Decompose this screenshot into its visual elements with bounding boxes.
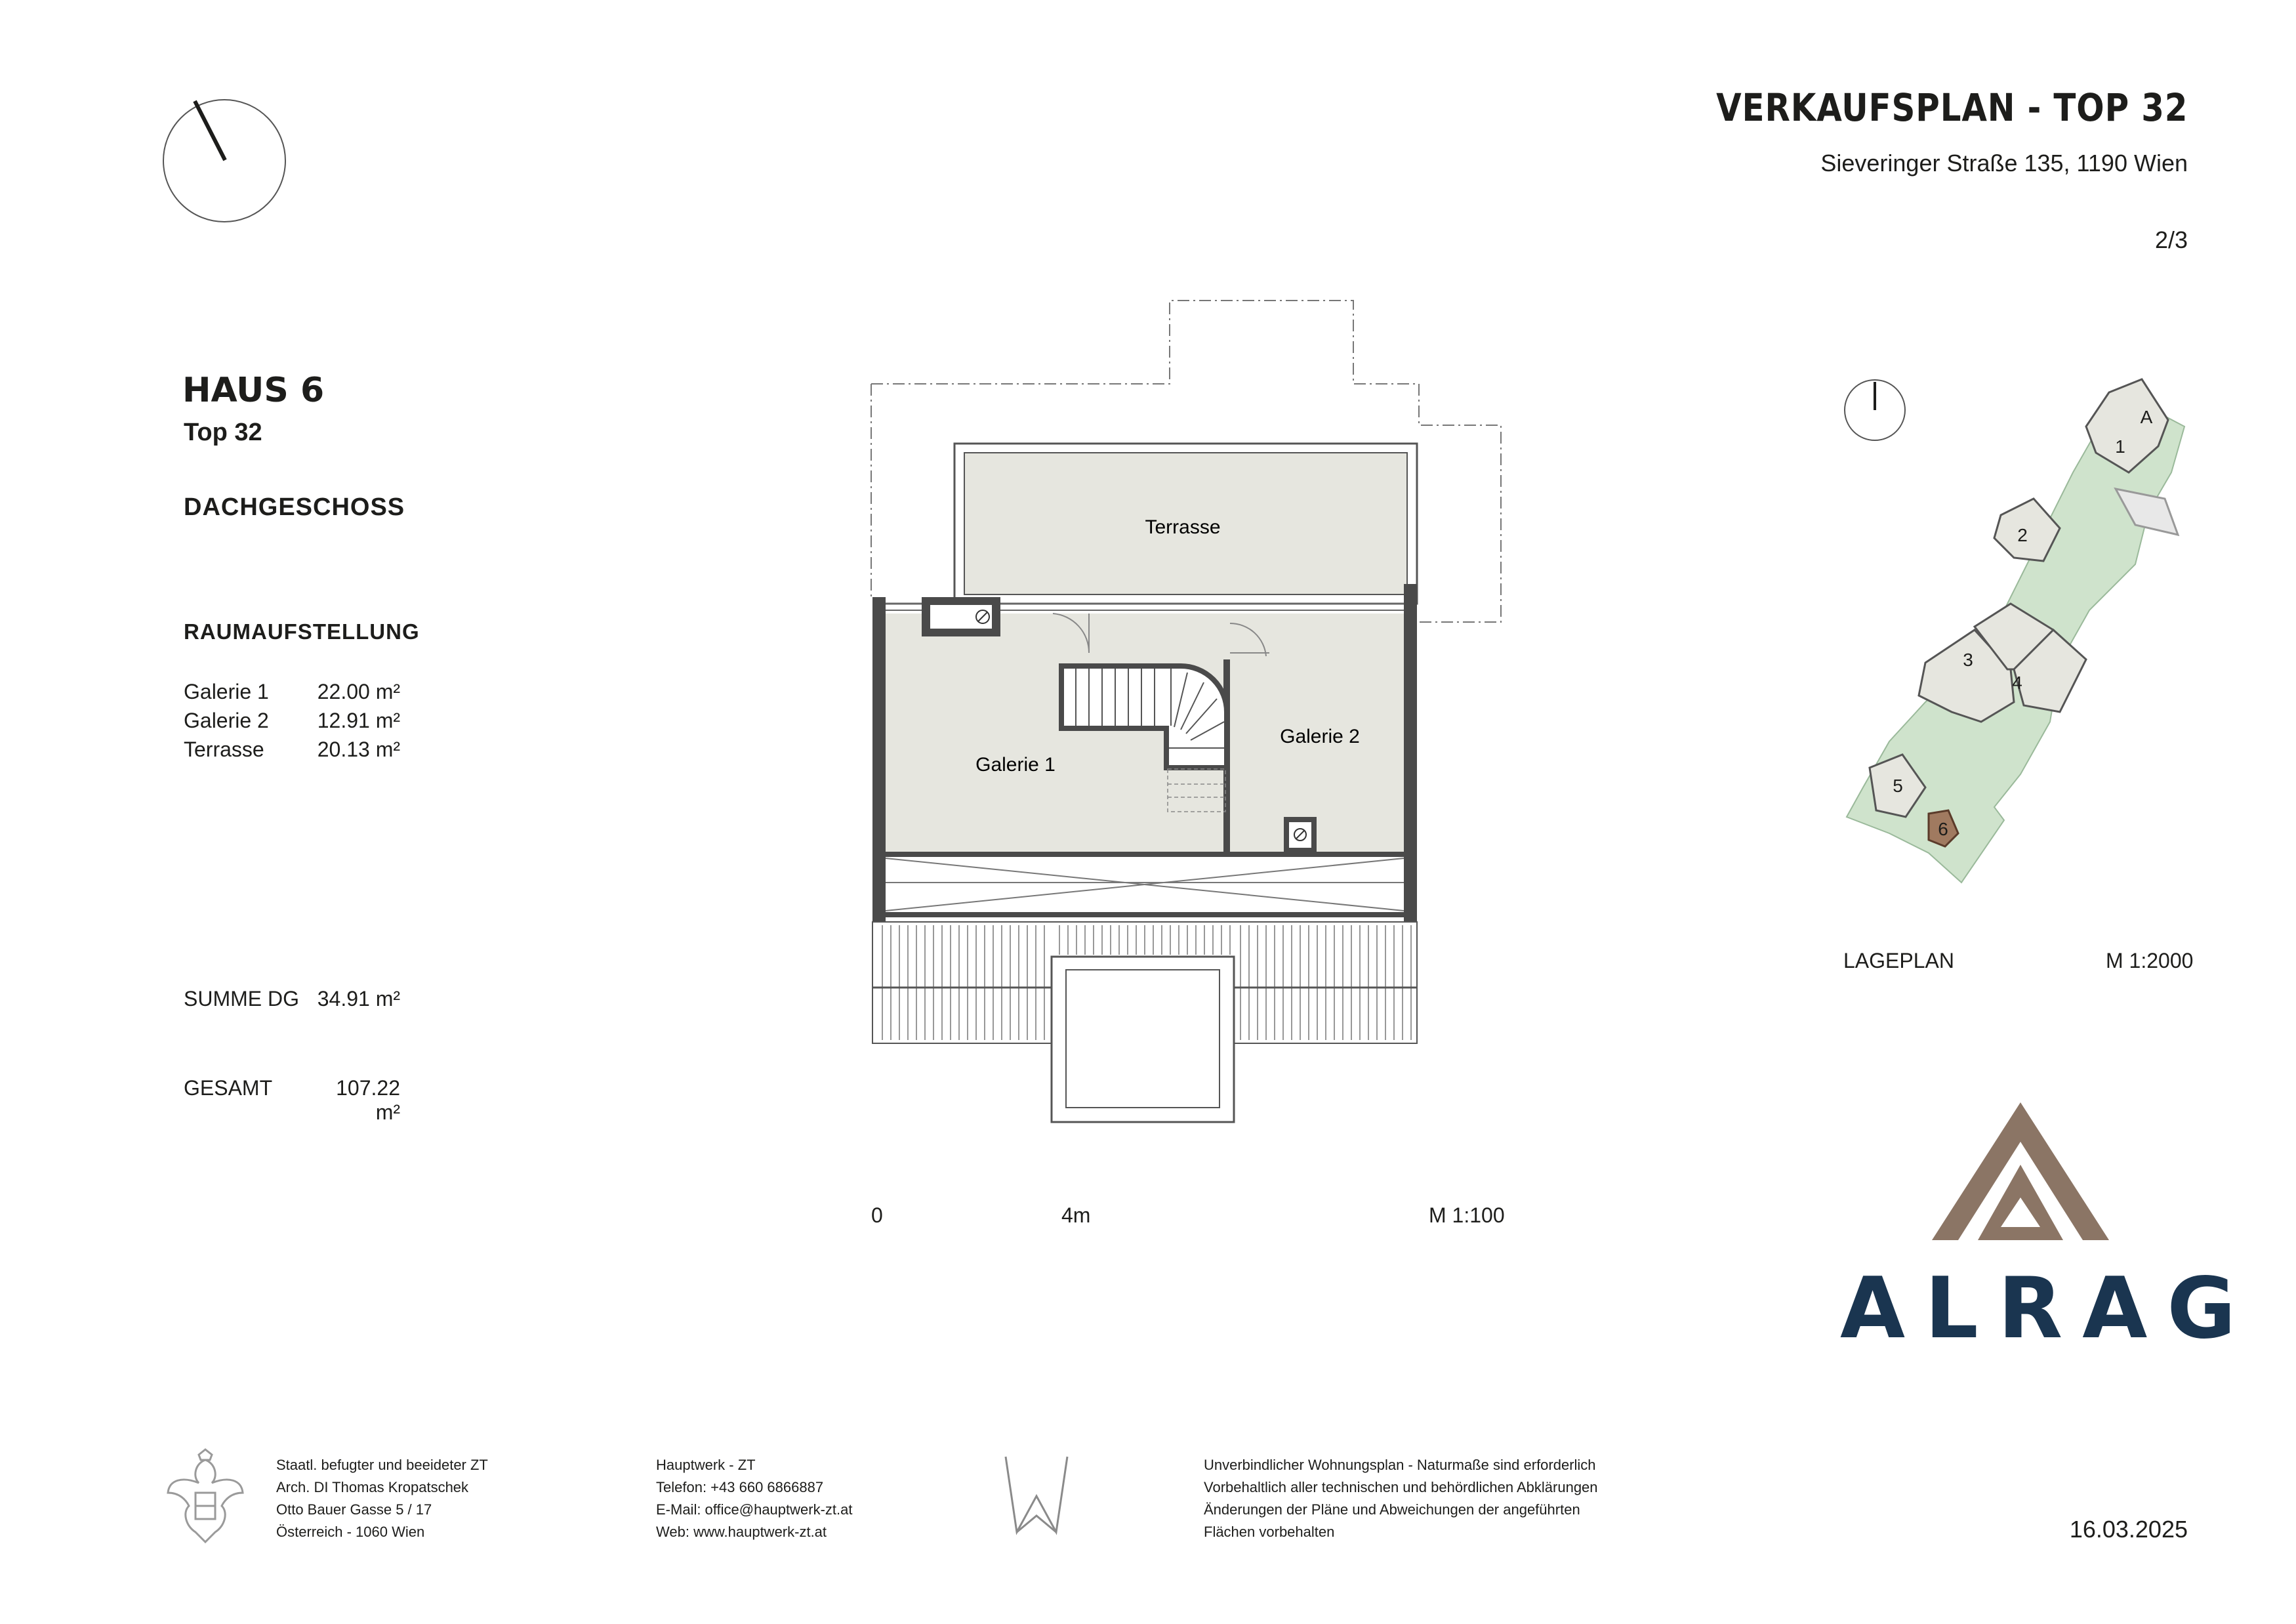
- site-plan: [1830, 367, 2198, 892]
- wall: [886, 852, 1404, 857]
- floor-total-area: 34.91 m²: [317, 987, 400, 1010]
- alrag-logo-mark: [1929, 1099, 2112, 1243]
- footer-line: Arch. DI Thomas Kropatschek: [276, 1479, 469, 1495]
- floor-label: DACHGESCHOSS: [184, 493, 405, 521]
- grand-total-area: 107.22 m²: [336, 1076, 400, 1124]
- wall: [872, 597, 886, 932]
- site-building-label: 2: [2017, 525, 2028, 545]
- office-info: [656, 1454, 852, 1543]
- shaft-icon: [1284, 817, 1317, 853]
- room-row: [184, 709, 400, 738]
- footer-line: Österreich - 1060 Wien: [276, 1524, 425, 1540]
- wall: [886, 912, 1404, 917]
- grand-total-label: GESAMT: [184, 1076, 273, 1100]
- terrace-label: Terrasse: [1145, 516, 1221, 538]
- scale-bar-end: 4m: [1061, 1203, 1091, 1227]
- room-area: 12.91 m²: [317, 709, 400, 732]
- shaft-icon: [922, 597, 1000, 636]
- page-number: 2/3: [2154, 226, 2188, 253]
- room-area: 22.00 m²: [317, 680, 400, 703]
- grand-total: [184, 1076, 400, 1125]
- room-name: Galerie 2: [184, 709, 269, 732]
- plan-scale: M 1:100: [1429, 1203, 1505, 1227]
- site-building-label: 3: [1963, 650, 1973, 670]
- north-arrow-icon: [161, 97, 292, 228]
- footer-line: Änderungen der Pläne und Abweichungen der angeführten: [1204, 1501, 1580, 1518]
- footer-line: Hauptwerk - ZT: [656, 1457, 756, 1473]
- room-row: [184, 738, 400, 766]
- floor-total-label: SUMME DG: [184, 987, 299, 1010]
- wall: [1404, 584, 1417, 932]
- site-plan-scale: M 1:2000: [2106, 949, 2194, 972]
- room-area: 20.13 m²: [317, 738, 400, 761]
- alrag-logo-text: ALRAG: [1840, 1260, 2256, 1358]
- floor-total: [184, 987, 400, 1011]
- hauptwerk-logo-icon: [1000, 1453, 1073, 1539]
- galerie1-label: Galerie 1: [975, 754, 1056, 776]
- site-building-label: 6: [1938, 819, 1948, 839]
- haus-label: HAUS 6: [182, 371, 325, 410]
- scale-bar-start: 0: [871, 1203, 883, 1227]
- footer-line: Flächen vorbehalten: [1204, 1524, 1335, 1540]
- disclaimer: [1204, 1454, 1598, 1543]
- top-label: Top 32: [184, 419, 262, 446]
- floor-plan: [853, 289, 1535, 1142]
- site-building-label: 5: [1893, 776, 1903, 796]
- footer-line: Staatl. befugter und beeideter ZT: [276, 1457, 488, 1473]
- austrian-eagle-seal-icon: [163, 1447, 248, 1545]
- footer-line: Unverbindlicher Wohnungsplan - Naturmaße sind erforderlich: [1204, 1457, 1596, 1473]
- room-list-heading: RAUMAUFSTELLUNG: [184, 619, 420, 644]
- footer-line: Vorbehaltlich aller technischen und behördlichen Abklärungen: [1204, 1479, 1598, 1495]
- room-list: [184, 680, 400, 766]
- room-row: [184, 680, 400, 709]
- site-plan-label: LAGEPLAN: [1843, 949, 1954, 972]
- room-name: Galerie 1: [184, 680, 269, 703]
- footer-line: E-Mail: office@hauptwerk-zt.at: [656, 1501, 853, 1518]
- plan-title: VERKAUFSPLAN - TOP 32: [1715, 85, 2188, 130]
- architect-info: [276, 1454, 488, 1543]
- site-building-label: 1: [2115, 436, 2125, 457]
- roof: [872, 922, 1417, 1122]
- footer-line: Telefon: +43 660 6866887: [656, 1479, 824, 1495]
- galerie2-label: Galerie 2: [1280, 726, 1360, 747]
- void-cross: [886, 858, 1404, 911]
- footer-line: Otto Bauer Gasse 5 / 17: [276, 1501, 432, 1518]
- footer-line: Web: www.hauptwerk-zt.at: [656, 1524, 827, 1540]
- room-name: Terrasse: [184, 738, 264, 761]
- plan-date: 16.03.2025: [2069, 1516, 2188, 1543]
- site-building-label: A: [2140, 407, 2153, 427]
- site-building-label: 4: [2012, 673, 2022, 693]
- address: Sieveringer Straße 135, 1190 Wien: [1820, 150, 2188, 177]
